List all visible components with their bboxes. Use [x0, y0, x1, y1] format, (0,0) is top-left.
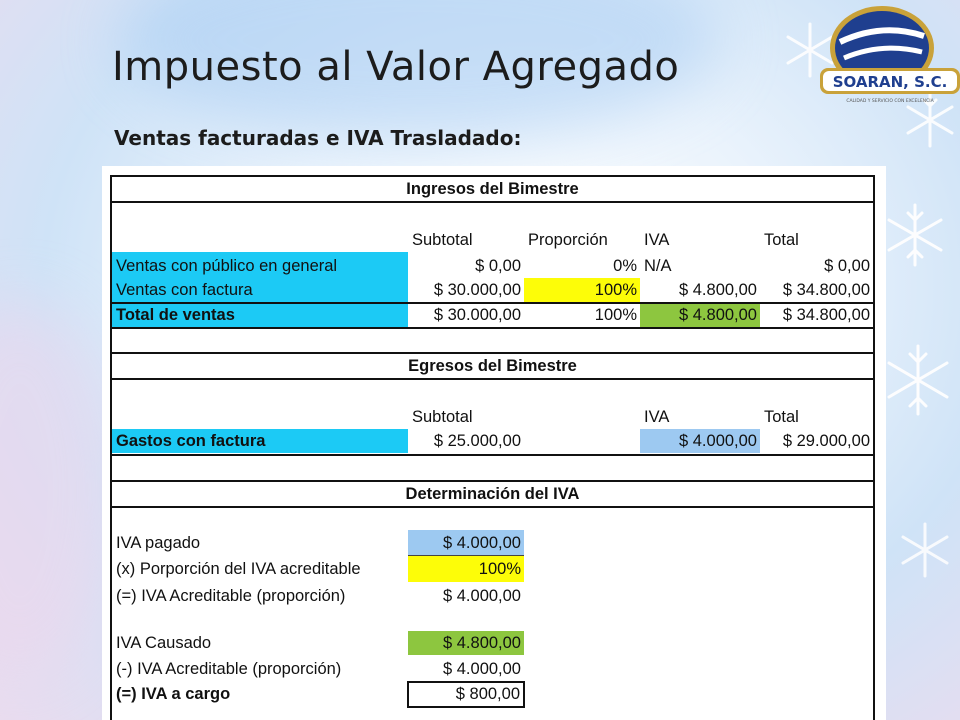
- egresos-col-iva: IVA: [644, 407, 670, 426]
- total-ventas-proporcion: 100%: [594, 306, 637, 325]
- rule-total-bottom: [110, 327, 875, 329]
- col-iva: IVA: [644, 230, 670, 249]
- ventas-publico-subtotal: $ 0,00: [475, 256, 521, 275]
- determinacion-heading: Determinación del IVA: [405, 484, 580, 503]
- col-total: Total: [764, 230, 799, 249]
- spreadsheet-table: [102, 166, 886, 720]
- iva-acreditable-resta-label: (-) IVA Acreditable (proporción): [116, 659, 342, 678]
- iva-a-cargo-label: (=) IVA a cargo: [116, 685, 231, 704]
- snowflake-icon: [878, 340, 958, 420]
- ventas-publico-iva: N/A: [644, 256, 672, 275]
- svg-text:CALIDAD Y SERVICIO CON EXCELEN: CALIDAD Y SERVICIO CON EXCELENCIA: [846, 99, 934, 104]
- rule-ingresos-heading: [110, 201, 875, 203]
- porporcion-label: (x) Porporción del IVA acreditable: [116, 559, 361, 578]
- gastos-factura-total: $ 29.000,00: [782, 431, 870, 450]
- total-ventas-iva: $ 4.800,00: [679, 306, 757, 325]
- ventas-factura-label: Ventas con factura: [116, 280, 253, 299]
- ventas-publico-total: $ 0,00: [824, 256, 870, 275]
- gastos-factura-subtotal: $ 25.000,00: [433, 431, 521, 450]
- egresos-col-total: Total: [764, 407, 799, 426]
- iva-pagado-value: $ 4.000,00: [443, 533, 521, 552]
- ventas-factura-iva: $ 4.800,00: [679, 280, 757, 299]
- iva-acreditable-value: $ 4.000,00: [443, 586, 521, 605]
- rule-egresos-heading: [110, 378, 875, 380]
- porporcion-value: 100%: [478, 559, 521, 578]
- ventas-publico-proporcion: 0%: [613, 256, 637, 275]
- col-subtotal: Subtotal: [412, 230, 473, 249]
- iva-a-cargo-value: $ 800,00: [455, 685, 520, 704]
- snowflake-icon: [880, 200, 950, 270]
- col-proporcion: Proporción: [528, 230, 608, 249]
- rule-det-heading: [110, 506, 875, 508]
- egresos-col-subtotal: Subtotal: [412, 407, 473, 426]
- box-cargo-bottom: [407, 706, 525, 708]
- ventas-factura-subtotal: $ 30.000,00: [433, 280, 521, 299]
- svg-text:SOARAN, S.C.: SOARAN, S.C.: [832, 73, 948, 91]
- ingresos-heading: Ingresos del Bimestre: [406, 179, 579, 198]
- iva-causado-value: $ 4.800,00: [443, 633, 521, 652]
- ventas-factura-proporcion: 100%: [594, 280, 637, 299]
- soaran-logo: [800, 2, 960, 112]
- slide-subtitle: Ventas facturadas e IVA Trasladado:: [114, 126, 522, 150]
- box-iva-pagado-bottom: [408, 555, 524, 556]
- egresos-heading: Egresos del Bimestre: [408, 356, 577, 375]
- total-ventas-subtotal: $ 30.000,00: [433, 306, 521, 325]
- box-cargo-right: [523, 681, 525, 708]
- iva-acreditable-resta-value: $ 4.000,00: [443, 659, 521, 678]
- iva-causado-label: IVA Causado: [116, 633, 212, 652]
- rule-gastos-bottom: [110, 454, 875, 456]
- iva-pagado-label: IVA pagado: [116, 533, 201, 552]
- gastos-factura-label: Gastos con factura: [116, 431, 266, 450]
- slide-title: Impuesto al Valor Agregado: [112, 44, 680, 90]
- total-ventas-total: $ 34.800,00: [782, 306, 870, 325]
- total-ventas-label: Total de ventas: [116, 306, 235, 325]
- border-right: [873, 175, 875, 720]
- ventas-factura-total: $ 34.800,00: [782, 280, 870, 299]
- iva-acreditable-label: (=) IVA Acreditable (proporción): [116, 586, 346, 605]
- ventas-publico-label: Ventas con público en general: [116, 256, 338, 275]
- snowflake-icon: [895, 520, 955, 580]
- gastos-factura-iva: $ 4.000,00: [679, 431, 757, 450]
